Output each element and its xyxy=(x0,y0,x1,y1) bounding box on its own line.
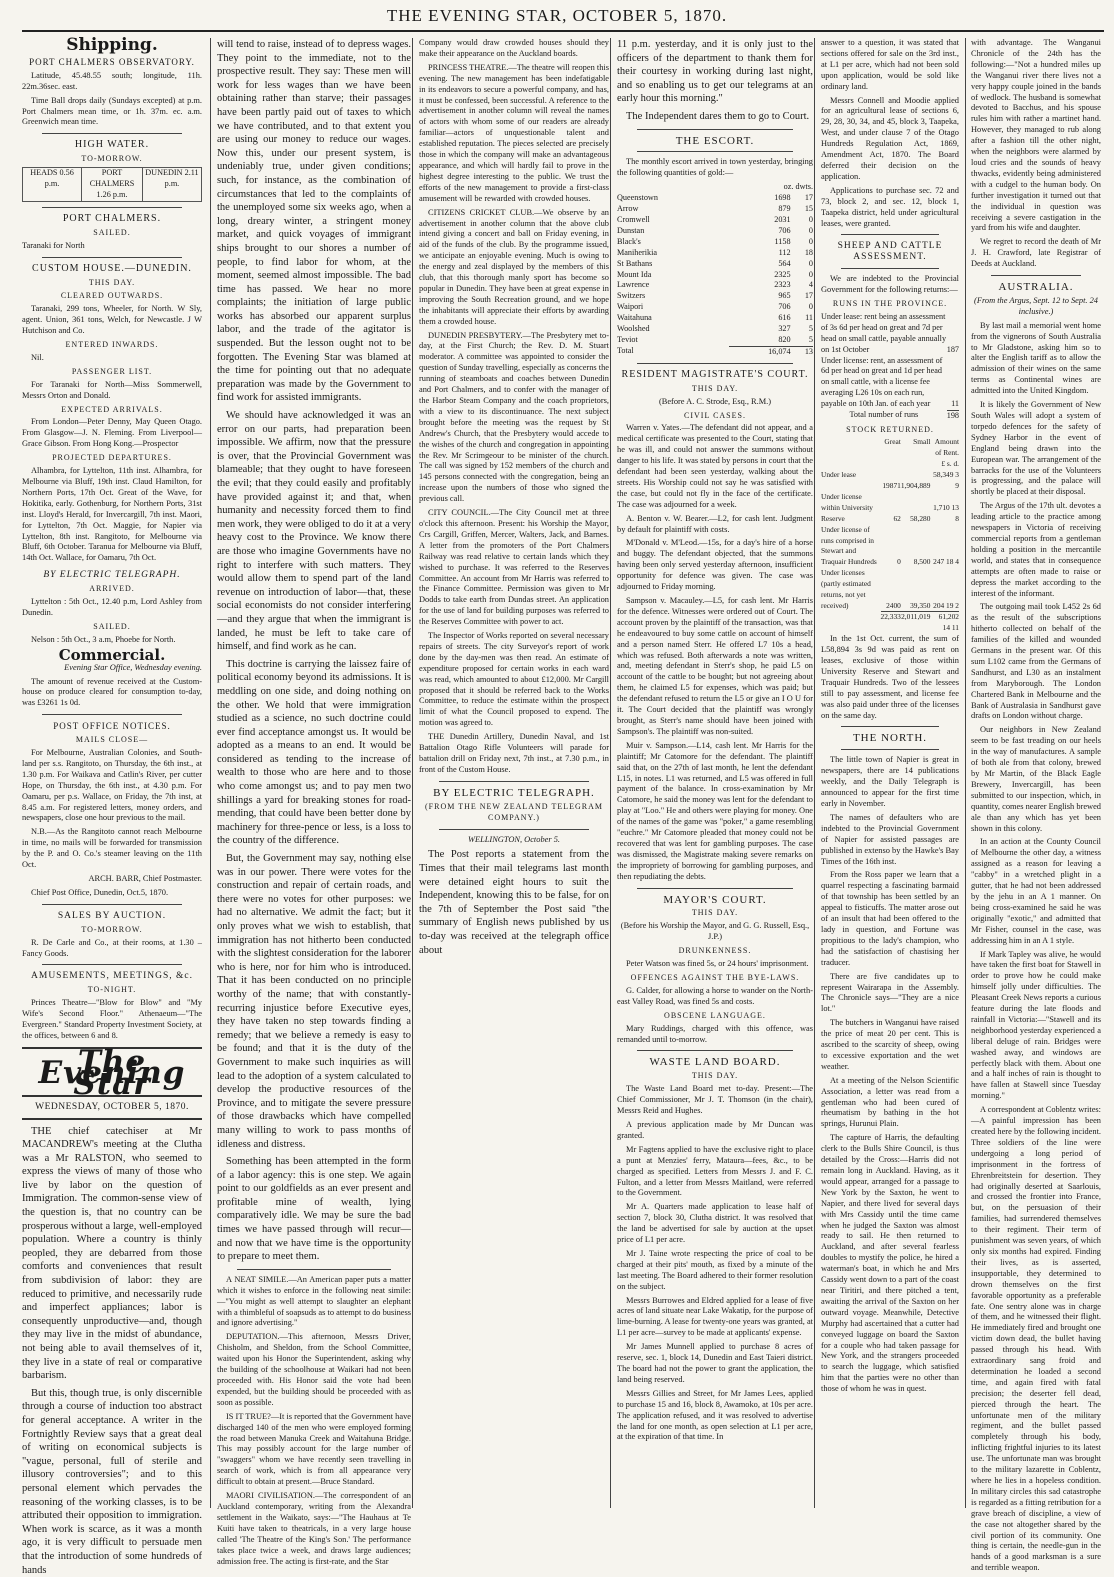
escort-row xyxy=(617,215,813,226)
post-signature: ARCH. BARR, Chief Postmaster. xyxy=(22,874,202,885)
divider xyxy=(841,749,939,750)
north-p5: The butchers in Wanganui have raised the price of meat 20 per cent. This is ascribed to the scarcity of sheep, owing to excessive exportation and the wet weather. xyxy=(821,1018,959,1073)
escort-oz: 706 xyxy=(729,302,791,313)
post-office-date: Chief Post Office, Dunedin, Oct.5, 1870. xyxy=(22,888,202,899)
observatory-heading: PORT CHALMERS OBSERVATORY. xyxy=(22,57,202,68)
telegraph-text: The Post reports a statement from the Times that their mail telegrams last month were detained eight hours to suit the Independent, knowing this to be false, for on the 7th of September the Post said "the summary of English news published by us to-day was received at the telegraph office about xyxy=(419,848,609,957)
issue-date: WEDNESDAY, OCTOBER 5, 1870. xyxy=(22,1102,202,1113)
divider xyxy=(637,888,793,889)
stock-total-cell: 22,333 xyxy=(881,612,901,634)
rm-case-1: Warren v. Yates.—The defendant did not appear, and a medical certificate was presented to the Court, stating that he was ill, and could not answer the summons without danger to his life. It was stated by persons in court that the defendant had been seen yesterday, walking about the streets. His Worship could not say he was satisfied with the case, but could not fly in the face of the certificate. The case was adjourned for a week. xyxy=(617,423,813,510)
divider xyxy=(439,781,589,782)
col5a-p1: answer to a question, it was stated that sections offered for sale on the 3rd inst., at L1 per acre, which had not been sold upon application, would be sold like ordinary land. xyxy=(821,38,959,93)
stock-row xyxy=(821,525,959,569)
escort-total-cell: 13 xyxy=(791,346,813,357)
runs-table xyxy=(821,312,959,422)
column-3 xyxy=(412,38,615,1508)
waste-p1: The Waste Land Board met to-day. Present:—The Chief Commissioner, Mr J. T. Thomson (in the chair), Messrs Reid and Hughes. xyxy=(617,1084,813,1117)
escort-dwts: 0 xyxy=(791,270,813,281)
aus-p6: In an action at the County Council of Melbourne the other day, a witness assigned as a reason for leaving a "cabby" in a wretched plight in a gutter, that he had not been addressed by the jehu in an A 1 manner. On being cross-examined he said he was originally "exotic," and admitted that Mr Fisher, counsel in the case, was addressing him in an A 1 style. xyxy=(971,837,1101,946)
runs-total-val: 198 xyxy=(947,410,959,421)
escort-oz: 327 xyxy=(729,324,791,335)
north-p6: At a meeting of the Nelson Scientific Association, a letter was read from a gentleman who had been cured of rheumatism by bathing in the hot springs, Hurunui Plain. xyxy=(821,1076,959,1131)
telegraph-source: (FROM THE NEW ZEALAND TELEGRAM COMPANY.) xyxy=(419,802,609,824)
shipping-heading: Shipping. xyxy=(22,40,202,51)
divider xyxy=(439,829,589,830)
waste-p8: Messrs Gillies and Street, for Mr James Lees, applied to purchase 15 and 16, block 8, Awamoko, at 10s per acre. The application refused, and it was resolved to advertise the land for one month, as open selection at L1 per acre, at the expiration of that time. In xyxy=(617,1389,813,1444)
stock-col-rent: Amount of Rent. xyxy=(930,437,959,459)
bylaws-label: OFFENCES AGAINST THE BYE-LAWS. xyxy=(617,973,813,984)
hw-heads: HEADS 0.56 p.m. xyxy=(23,168,82,202)
stock-heading: STOCK RETURNED. xyxy=(821,425,959,436)
aus-p2: It is likely the Government of New South Wales will adopt a system of torpedo defences for the safety of Sydney Harbor in the event of England being drawn into the European war. The arrangement of the barracks for the use of the Volunteers is progressing, and the palace will shortly be placed at their disposal. xyxy=(971,400,1101,498)
escort-total-row xyxy=(617,346,813,357)
divider xyxy=(991,275,1081,276)
maori-civilisation-item: MAORI CIVILISATION.—The correspondent of an Auckland contemporary, writing from the Alexandra settlement in the Waikato, says:—"The Hauhaus at Te Kuiti have taken to theatricals, in a very large house called 'The Theatre of the King's Son.' The performance takes place twice a week, and draws large audiences; admission free. The acting is first-rate, and the Star xyxy=(217,1491,411,1567)
waste-p6: Messrs Burrowes and Eldred applied for a lease of five acres of land situate near Lake Wakatip, for the purpose of lime-burning. A lease for twenty-one years was granted, at L1 per acre—survey to be made at applicants' expense. xyxy=(617,1296,813,1340)
aus-p4: The outgoing mail took L452 2s 6d as the result of the subscriptions hitherto collected on behalf of the families of the killed and wounded Germans in the present war. Of this sum L102 came from the Germans of Sandhurst, and L30 as an instalment from Maryborough. The London Chartered Bank in Melbourne and the Bank of Australasia in Sandhurst gave drafts on London without charge. xyxy=(971,602,1101,722)
rm-case-4: Sampson v. Macauley.—L5, for cash lent. Mr Harris for the defence. Witnesses were ordered out of Court. The account proven by the plaintiff of the transaction, was that he endeavoured to buy some cattle on account of himself and a person named Sterr. He offered L7 10s a head, which was refused. Both afterwards a note was written, and, meeting defendant in Sterr's shop, he paid L5 on account of the cattle to be bought; but not agreeing about them, he claimed L5 for expenses, which was paid; but the defendant refused to return the L5 or give an I O U for it. The Court decided that the plaintiff was wrongly brought, as Sterr's name should have been joined with Sampson's. The plaintiff was non-suited. xyxy=(617,596,813,738)
deputation-item: DEPUTATION.—This afternoon, Messrs Driver, Chisholm, and Sheldon, from the School Committee, waited upon his Honor the Superintendent, asking why the building of the schoolhouse at Waikari had not been proceeded with. His Honor said the vote had been expended, but the building should be proceeded with as soon as possible. xyxy=(217,1332,411,1408)
col4-paragraph-1: 11 p.m. yesterday, and it is only just to the officers of the department to thank them for their courtesy in working during last night, and so enabling us to get our telegrams at an early hour this morning." xyxy=(617,38,813,106)
column-4 xyxy=(610,38,819,1508)
escort-place: St Bathans xyxy=(617,259,729,270)
divider xyxy=(42,133,182,134)
stock-cell: 8,500 xyxy=(901,525,931,569)
entered-text: Nil. xyxy=(22,353,202,364)
escort-dwts: 4 xyxy=(791,280,813,291)
stock-total-cell xyxy=(821,612,881,634)
stock-cell: 39,350 xyxy=(901,568,931,612)
col5a-p3: Applications to purchase sec. 72 and 73, block 2, and sec. 12, block 1, Taapeka district, held under agricultural leases, were granted. xyxy=(821,186,959,230)
escort-place: Maniherikia xyxy=(617,248,729,259)
escort-dwts: 0 xyxy=(791,237,813,248)
divider xyxy=(841,268,939,269)
escort-dwts: 11 xyxy=(791,313,813,324)
expected-label: EXPECTED ARRIVALS. xyxy=(22,405,202,416)
drunkenness-label: DRUNKENNESS. xyxy=(617,946,813,957)
arrived-text: Lyttelton : 5th Oct., 12.40 p.m, Lord Ashley from Dunedin. xyxy=(22,597,202,619)
rm-case-5: Muir v. Sampson.—L14, cash lent. Mr Harris for the plaintiff; Mr Catomore for the defendant. The plaintiff said that, on the 27th of last month, he lent the defendant L15, in notes. L1 was returned, and L5 was offered in full payment of the balance. In cross-examination by Mr Catomore, he said the money was lent for the defendant to play at "Loo." He and others were playing for money. One of the names of the game was "poker," a game resembling "euchre." Mr Catomore pleaded that money could not be recovered that was lent for gambling purposes. The case was dismissed, the Magistrate making severe remarks on the impropriety of borrowing for gambling purposes, and then repudiating the debts. xyxy=(617,741,813,883)
column-5 xyxy=(814,38,1107,1508)
sailed2-label: SAILED. xyxy=(22,622,202,633)
stock-cell: 58,349 3 9 xyxy=(930,470,959,492)
column-1 xyxy=(22,38,208,1508)
escort-row xyxy=(617,302,813,313)
stock-cell: Under lease xyxy=(821,470,881,492)
waste-day: THIS DAY. xyxy=(617,1071,813,1082)
passenger-text: For Taranaki for North—Miss Sommerwell, Messrs Orton and Donald. xyxy=(22,380,202,402)
stock-cell: 1,710 13 8 xyxy=(930,492,959,525)
escort-oz: 616 xyxy=(729,313,791,324)
north-p4: There are five candidates up to represent Wairarapa in the Assembly. The Chronicle says—"They are a nice lot." xyxy=(821,972,959,1016)
rm-case-2: A. Benton v. W. Bearer.—L2, for cash lent. Judgment by default for plaintiff with costs. xyxy=(617,514,813,536)
waste-p3: Mr Fagtens applied to have the exclusive right to place a punt at Menzies' ferry, Mataura—fees, &c., to be charged as specified. Letters from Messrs J. and F. C. Fulton, and a letter from Messrs Maitland, were referred to the Government. xyxy=(617,1145,813,1200)
cleared-text: Taranaki, 299 tons, Wheeler, for North. W Sly, agent. Union, 361 tons, Welch, for Newcastle. J W Hutchison and Co. xyxy=(22,304,202,337)
divider xyxy=(841,726,939,727)
sheep-heading: SHEEP AND CATTLE ASSESSMENT. xyxy=(821,241,959,263)
column-2 xyxy=(210,38,417,1508)
stock-cell: 0 xyxy=(881,525,901,569)
runs-lease-text: Under lease: rent being an assessment of 3s 6d per head on great and 7d per head on small cattle, payable annually on 1st October xyxy=(821,312,947,356)
this-day-label: THIS DAY. xyxy=(22,278,202,289)
telegraph-dateline: WELLINGTON, October 5. xyxy=(419,835,609,846)
cleared-label: CLEARED OUTWARDS. xyxy=(22,291,202,302)
cricket-club-item: CITIZENS CRICKET CLUB.—We observe by an advertisement in another column that the above club intend giving a concert and ball on Friday evening, in aid of the funds of the club. By the programme issued, we anticipate an enjoyable evening. Much is owing to the energy and zeal displayed by the members of this club, that this thorough manly sport has become so popular in Dunedin. They have been at great expense in improving the South Recreation ground, and we hope the inhabitants will appreciate their efforts by awarding them a crowded house. xyxy=(419,208,609,328)
obscene-text: Mary Ruddings, charged with this offence, was remanded until to-morrow. xyxy=(617,1024,813,1046)
col2-paragraph-3: This doctrine is carrying the laissez faire of political economy beyond its admissions. It is meddling on one side, and doing nothing on the other. We hold that were immigration studied as a science, no such doctrine could ever find acceptance amongst us. It would be adopted as a means to an end. It would be considered as tending to the increase of wealth to those who are here and to those who come amongst us; and to pay men two shillings a yard for breaking stones for road-mending, that could have been better done by machinery for three-pence or less, is a loss to the country of the difference. xyxy=(217,658,411,848)
divider xyxy=(841,234,939,235)
waste-land-heading: WASTE LAND BOARD. xyxy=(617,1057,813,1068)
col2-paragraph-5: Something has been attempted in the form of a labor agency: this is one step. We again point to our goldfields as an ever present and profitable mine of wealth, lying comparatively idle. We may be sure the bad times we have passed through will recur—and now that we have time is the opportunity to prepare to meet them. xyxy=(217,1155,411,1264)
post-office-heading: POST OFFICE NOTICES. xyxy=(22,721,202,732)
escort-row xyxy=(617,313,813,324)
divider xyxy=(42,714,182,715)
escort-place: Cromwell xyxy=(617,215,729,226)
aus-p1: By last mail a memorial went home from the vignerons of South Australia to Mr Gladstone, asking him so to alter the English tariff as to allow the admission of their wines on the same terms as Continental wines are admitted into the United Kingdom. xyxy=(971,321,1101,397)
post-text: For Melbourne, Australian Colonies, and South-land per s.s. Rangitoto, on Thursday, the 6th inst., at 1.30 p.m. For Waikava and Catlin's River, per cutter Hope, on Thursday, the 6th inst., at 4.30 p.m. For Oamaru, per p.s. Wallace, on Friday, the 7th inst, at 8.45 a.m. For registered letters, money orders, and newspapers, close one hour previous to the mail. xyxy=(22,748,202,824)
stock-total-cell: 2,011,019 xyxy=(901,612,931,634)
escort-place: Black's xyxy=(617,237,729,248)
passenger-label: PASSENGER LIST. xyxy=(22,367,202,378)
waste-p5: Mr J. Taine wrote respecting the price of coal to be charged at their pits' mouth, as fixed by a minute of the last meeting. The Board adhered to their former resolution on the subject. xyxy=(617,1249,813,1293)
presbytery-item: DUNEDIN PRESBYTERY.—The Presbytery met to-day, at the First Church; the Rev. D. M. Stuart moderator. A committee was appointed to consider the question of Sunday travelling, especially as concerns the running of steamboats and coaches between Dunedin and Port Chalmers, and to confer with the manager of the Harbor Steam Company and the coach proprietors, with a view to its discontinuance. The next subject brought before the meeting was the request by St Andrew's Church, that the Presbytery would accede to the wishes of the church and congregation in appointing the Rev. Mr Scrimgeour to be minister of the church. The call was signed by 152 members of the church and 145 persons connected with the congregation, being an increase upon the numbers of those who signed the previous call. xyxy=(419,331,609,506)
escort-row xyxy=(617,280,813,291)
escort-dwts: 18 xyxy=(791,248,813,259)
divider xyxy=(42,257,182,258)
stock-cell: 58,280 xyxy=(901,492,931,525)
stock-units: £ s. d. xyxy=(930,459,959,470)
auction-heading: SALES BY AUCTION. xyxy=(22,911,202,922)
col3-paragraph-1: Company would draw crowded houses should they make their appearance on the Auckland boards. xyxy=(419,38,609,60)
to-night-label: TO-NIGHT. xyxy=(22,985,202,996)
north-p2: The names of defaulters who are indebted to the Provincial Government of Napier for assisted passages are published in extenso by the Hawke's Bay Times of the 16th inst. xyxy=(821,813,959,868)
runs-license-val: 11 xyxy=(947,356,959,411)
divider xyxy=(42,207,182,208)
obscene-label: OBSCENE LANGUAGE. xyxy=(617,1011,813,1022)
escort-oz: 112 xyxy=(729,248,791,259)
neat-simile-item: A NEAT SIMILE.—An American paper puts a matter which it wishes to enforce in the following neat simile:—"You might as well attempt to slaughter an elephant with a thimbleful of soapsuds as to attempt to do business and ignore advertising." xyxy=(217,1275,411,1330)
escort-place: Teviot xyxy=(617,335,729,346)
escort-row xyxy=(617,259,813,270)
runs-total-label: Total number of runs xyxy=(821,410,947,421)
rm-day: THIS DAY. xyxy=(617,384,813,395)
escort-oz: 1698 xyxy=(729,193,791,204)
north-heading: THE NORTH. xyxy=(821,733,959,744)
stock-total-cell: 61,202 14 11 xyxy=(930,612,959,634)
escort-dwts: 0 xyxy=(791,215,813,226)
stock-cell: 247 18 4 xyxy=(930,525,959,569)
stock-cell: 62 xyxy=(881,492,901,525)
escort-dwts: 0 xyxy=(791,259,813,270)
hw-port: PORT CHALMERS 1.26 p.m. xyxy=(82,168,143,202)
escort-row xyxy=(617,324,813,335)
princess-theatre-item: PRINCESS THEATRE.—The theatre will reopen this evening. The new management has been indefatigable in its endeavors to secure a powerful company, and has, it must be confessed, been successful. A reference to the advertisement in another column will reveal the names of actors with whom some of our readers are already familiar—actors of unquestionable talent and established reputation. The pieces selected are precisely those in which the company will make an advantageous appearance, and which will hardly fail to prove in the highest degree interesting to the public. We trust the efforts of the new management to provide a first-class amusement will be rewarded with crowded houses. xyxy=(419,63,609,205)
runs-lease-val: 187 xyxy=(947,312,959,356)
lead-paragraph-2: But this, though true, is only discernible through a course of induction too abstract for general acceptance. A writer in the Fortnightly Review says that a great deal of writing on economical subjects is "vague, personal, full of sterile and illusory controversies"; and to this personal element which pervades the reasoning of the working classes, is to be attributed their opposition to immigration. When work is scarce, as it was a month ago, it is very difficult to persuade men that the introduction of some hundreds of hands xyxy=(22,1387,202,1577)
stock-row xyxy=(821,568,959,612)
telegraph-heading-2: BY ELECTRIC TELEGRAPH. xyxy=(419,788,609,799)
arrived-label: ARRIVED. xyxy=(22,584,202,595)
stock-cell: Under license within University Reserve xyxy=(821,492,881,525)
escort-oz: 706 xyxy=(729,226,791,237)
divider xyxy=(637,129,793,130)
escort-oz: 965 xyxy=(729,291,791,302)
pc-sailed-text: Taranaki for North xyxy=(22,241,202,252)
is-it-true-item: IS IT TRUE?—It is reported that the Government have discharged 140 of the men who were employed forming the road between Manuka Creek and Waitahuna Bridge. This may possibly account for the large number of "swaggers" whom we have recently seen travelling in search of work, which is from all appearance very difficult to obtain at present.—Bruce Standard. xyxy=(217,1412,411,1488)
city-council-item-2: The Inspector of Works reported on several necessary repairs of streets. The city Surveyor's report of work done by the day-men was then read. An estimate of expenditure proposed for certain works in each ward was read, which amounted to about £12,000. Mr Cargill proposed that it should be referred back to the Works Committee, to reduce the estimate within the prospect limit of what the Council proposed to expend. The motion was agreed to. xyxy=(419,631,609,729)
leading-article xyxy=(22,1125,202,1577)
commercial-heading: Commercial. xyxy=(22,650,202,661)
tomorrow-label: TO-MORROW. xyxy=(22,154,202,165)
divider xyxy=(637,1050,793,1051)
mayor-day: THIS DAY. xyxy=(617,908,813,919)
north-p3: From the Ross paper we learn that a quarrel respecting a fascinating barmaid of that township has been settled by an appeal to fisticuffs. The matter arose out of an insult that had been offered to the lady in question, and Fortune was propitious to the lady's champion, who had the satisfaction of chastising her traducer. xyxy=(821,870,959,968)
stock-cell: Under license of runs comprised in Stewart and Traquair Hundreds xyxy=(821,525,881,569)
waste-p2: A previous application made by Mr Duncan was granted. xyxy=(617,1120,813,1142)
escort-dwts: 17 xyxy=(791,193,813,204)
timeball-text: Time Ball drops daily (Sundays excepted) at p.m. Port Chalmers mean time, or 1h. 37m. ec. a.m. Greenwich mean time. xyxy=(22,96,202,129)
telegraph-continued xyxy=(617,38,813,124)
mayor-before: (Before his Worship the Mayor, and G. G. Russell, Esq., J.P.) xyxy=(617,921,813,943)
sailed2-text: Nelson : 5th Oct., 3 a.m, Phoebe for North. xyxy=(22,635,202,646)
evening-star-logo: The Evening Star xyxy=(22,1057,202,1090)
escort-place: Mount Ida xyxy=(617,270,729,281)
divider xyxy=(22,1118,202,1120)
rm-before: (Before A. C. Strode, Esq., R.M.) xyxy=(617,397,813,408)
escort-dwts: 15 xyxy=(791,204,813,215)
escort-dwts: 0 xyxy=(791,302,813,313)
port-chalmers-heading: PORT CHALMERS. xyxy=(22,214,202,225)
runs-heading: RUNS IN THE PROVINCE. xyxy=(821,299,959,310)
stock-col-small: Small xyxy=(901,437,931,459)
escort-place: Arrow xyxy=(617,204,729,215)
stock-row xyxy=(821,470,959,492)
column-5b xyxy=(965,38,1101,1508)
col4-paragraph-2: The Independent dares them to go to Court. xyxy=(617,110,813,124)
mayor-court-heading: MAYOR'S COURT. xyxy=(617,895,813,906)
escort-row xyxy=(617,291,813,302)
lead-paragraph-1: THE chief catechiser at Mr MACANDREW's meeting at the Clutha was a Mr RALSTON, who seemed to express the views of many of those who live by labor on the question of Immigration. The common-sense view of the question is, that no country can be prosperous without a large, well-employed population. Where a country is thinly peopled, they are debarred from those comforts and conveniences that result from subdivision of labor: they are reduced to primitive, and necessarily rude and imperfect appliances; labor is consequently unproductive—and, though they may live in the midst of abundance, not being able to avail themselves of it, they live in a state of real or comparative barbarism. xyxy=(22,1125,202,1383)
civil-cases-label: CIVIL CASES. xyxy=(617,411,813,422)
escort-place: Queenstown xyxy=(617,193,729,204)
col2-paragraph-2: We should have acknowledged it was an error on our parts, had preparation been impossible. We affirm, now that the pressure is over, that the Provincial Government was blameable; that they ought to have foreseen the evil; that they could easily and profitably have provided against it; and that, when humanity and necessity forced them to find men work, they were obliged to do it at a very heavy cost to the Province. We know there are those who imagine Governments have no right to interfere with such matters. They would allow them to spend part of the land revenue on introduction of labor—that, these social economists do not consider interfering—and they argue that when the immigrant is landed, he must be left to take care of himself, and find work as he can. xyxy=(217,409,411,654)
escort-oz: 564 xyxy=(729,259,791,270)
page-masthead: THE EVENING STAR, OCTOBER 5, 1870. xyxy=(0,6,1114,26)
col2-paragraph-4: But, the Government may say, nothing else was in our power. There were votes for the construction and repair of certain roads, and there were no votes for other purposes: we had no alternative. We admit the fact; but it only proves what we wish to establish, that immigration has not hitherto been conducted with the slightest consideration for the laborer who is here, nor for him who is introduced. That it has been conducted on no principle worthy of the name; that with constantly-recurring injustice before Executive eyes, they have taken no step towards finding a remedy; that we believe a remedy is easy to be found; and that it is the duty of the Government to make such inquiries as will lead to the adoption of a system calculated to develop the productive resources of the Province, and to mitigate the severe pressure of those drawbacks which have compelled many willing to work to pass months of idleness and distress. xyxy=(217,852,411,1151)
commercial-office: Evening Star Office, Wednesday evening. xyxy=(22,663,202,674)
waste-p4: Mr A. Quarters made application to lease half of section 7, block 30, Clutha district. It was resolved that the land be advertised for sale by auction at the upset price of L1 per acre. xyxy=(617,1202,813,1246)
aus-p3: The Argus of the 17th ult. devotes a leading article to the practice among newspapers in Victoria of receiving commercial reports from a gentleman holding a position in the mercantile world, and states that in consequence attempts are often made to raise or depress the market according to the interest of the informant. xyxy=(971,501,1101,599)
col5b-p1: with advantage. The Wanganui Chronicle of the 24th has the following:—"Not a hundred miles up the Wanganui river there lives not a very happy couple joined in the bands of wedlock. The husband is somewhat devoted to Bacchus, and his spouse rules him with rather a martinet hand. However, they managed to rub along after a fashion till the other night, when the neighbors were alarmed by loud cries and the sounds of heavy thwacks, evidently being administered with a cudgel to the human body. On further investigation it turned out that the individual in question was receiving a severe castigation in the yard from his wife and daughter. xyxy=(971,38,1101,234)
auction-tomorrow: TO-MORROW. xyxy=(22,925,202,936)
stock-note: In the 1st Oct. current, the sum of L58,894 3s 9d was paid as rent on leases, exclusive of those within University Reserve and Stewart and Traquair Hundreds. Two of the lessees still to pay assessment, and license fee was also paid under three of the licenses on the same day. xyxy=(821,634,959,721)
drunkenness-text: Peter Watson was fined 5s, or 24 hours' imprisonment. xyxy=(617,959,813,970)
escort-place: Switzers xyxy=(617,291,729,302)
escort-total-cell: Total xyxy=(617,346,729,357)
telegraph-heading: BY ELECTRIC TELEGRAPH. xyxy=(22,570,202,581)
escort-row xyxy=(617,204,813,215)
leading-article-continued xyxy=(217,38,411,1264)
stock-table xyxy=(821,437,959,634)
expected-text: From London—Peter Denny, May Queen Otago. From Glasgow—J. N. Fleming. From Liverpool—Grace Gibson. From Hong Kong.—Prospector xyxy=(22,417,202,450)
escort-row xyxy=(617,270,813,281)
aus-p5: Our neighbors in New Zealand seem to be fast treading on our heels in the way of manufactures. A sample of both ale from that colony, brewed by Mr Martin, of the Black Eagle Brewery, Invercargill, has been submitted to our inspection, which, in quantity, comes nearer English brewed ale than any which has yet been shown in this colony. xyxy=(971,725,1101,834)
divider xyxy=(42,904,182,905)
high-water-table xyxy=(22,167,202,202)
north-p7: The capture of Harris, the defaulting clerk to the Bulls Shire Council, is thus detailed by the Cross:—Harris did not remain long in Auckland. Having, as it would appear, arranged for a passage to New York by the Saxton, he went to Napier, and there lived for several days with Mrs Cassidy until the time came when he judged the Saxton was almost ready to sail. He then returned to Auckland, and after several fearless doubles to mystify the police, he hired a waterman's boat, in which he and Mrs Cassidy went down to a part of the coast near Tiritiri, and there pitched a tent, awaiting the arrival of the Saxton on her outward voyage. Meanwhile, Detective Murphy had ascertained that a cutter had conveyed luggage on board the Saxton for a couple who had taken passage for New York, and the strangers proceeded to search the luggage, which satisfied him that the parties were no other than those of whom he was in quest. xyxy=(821,1133,959,1395)
post-nb: N.B.—As the Rangitoto cannot reach Melbourne in time, no mails will be forwarded for transmission by the P. and O. Co.'s steamer leaving on the 11th Oct. xyxy=(22,827,202,871)
stock-cell: 19871 xyxy=(881,470,901,492)
escort-oz: 879 xyxy=(729,204,791,215)
commercial-text: The amount of revenue received at the Custom-house on produce cleared for consumption to-day, was £3261 1s 0d. xyxy=(22,677,202,710)
escort-place: Waitahuna xyxy=(617,313,729,324)
entered-label: ENTERED INWARDS. xyxy=(22,340,202,351)
col5a-p2: Messrs Connell and Moodie applied for an agricultural lease of sections 6, 29, 28, 30, 34, and 45, block 3, Taapeka, West, and under clause 7 of the Otago Hundreds Regulation Act, 1869, Amendment Act, 1870. The Board deferred their decision on the application. xyxy=(821,96,959,183)
escort-dwts: 0 xyxy=(791,226,813,237)
stock-cell: 2400 xyxy=(881,568,901,612)
escort-place: Dunstan xyxy=(617,226,729,237)
north-p1: The little town of Napier is great in newspapers, there are 14 publications weekly, and the Daily Telegraph is announced to appear for the first time early in November. xyxy=(821,755,959,810)
divider xyxy=(42,964,182,965)
aus-p8: A correspondent at Coblentz writes:—A painful impression has been created here by the following incident. Three soldiers of the line were undergoing a long period of imprisonment in the fortress of Ehrenbreitstein for desertion. They had originally deserted at Saarlouis, and crossed the frontier into France, but, on the persuasion of their families, had surrendered themselves to their regiment. Their term of punishment was seven years, of which only six months had expired. Finding their lives, as is asserted, insupportable, they determined to drown themselves on the first favorable opportunity as a preferable fate. One sentry alone was in charge of them, and he witnessed their flight. He immediately fired and brought one victim down dead, the bullet having passed through his head. With extraordinary sang froid and determination he loaded a second time, and again fired with fatal precision; the deserter fell dead, pierced through the heart. The unfortunate men of the military regiment, and the bullet passed completely through his body, inflicting frightful injuries to its latest use. The unfortunate man was brought to the military lazarette in Coblentz, where he lies in a hopeless condition. In military circles this sad catastrophe is regarded as a fitting retribution for a grave breach of discipline, a view of the case not altogether shared by the civil portion of its community. One thing is certain, the needle-gun in the hands of a good marksman is a sure and terrible weapon. xyxy=(971,1105,1101,1574)
divider xyxy=(237,1269,391,1270)
escort-units: oz. dwts. xyxy=(729,182,813,193)
escort-row xyxy=(617,248,813,259)
artillery-item: THE Dunedin Artillery, Dunedin Naval, and 1st Battalion Otago Rifle Volunteers will parade for battalion drill on Friday next, 7th inst., at 7.30 p.m., in front of the Custom House. xyxy=(419,732,609,776)
escort-place: Lawrence xyxy=(617,280,729,291)
escort-dwts: 5 xyxy=(791,324,813,335)
escort-place: Woolshed xyxy=(617,324,729,335)
projected-text: Alhambra, for Lyttelton, 11th inst. Alhambra, for Melbourne via Bluff, 19th inst. Claud Hamilton, for Northern Ports, 17th Oct. Great of the Wave, for Hokitika, early. Gothenburg, for Northern Ports, 31st inst. Lloyd's Herald, for Invercargill, 7th inst. Maori, for Lyttelton, 7th Oct. Maggie, for Napier via Lyttelton, 8th inst. Rangitoto, for Melbourne via Bluff, 6th October. Taranua for Melbourne via Bluff, 14th Oct. Wallace, for Oamaru, 7th Oct. xyxy=(22,466,202,564)
escort-row xyxy=(617,226,813,237)
escort-dwts: 17 xyxy=(791,291,813,302)
mails-close-label: MAILS CLOSE— xyxy=(22,735,202,746)
city-council-item: CITY COUNCIL.—The City Council met at three o'clock this afternoon. Present: his Worship the Mayor, Crs Cargill, Griffen, Mercer, Walters, Jack, and Barnes. A letter from the promoters of the Port Chalmers Railway was read relative to certain lands which they wished to purchase. It was referred to the Reserves Committee. An account from Mr Harris was referred to the Finance Committee. Permission was given to Mr Dodds to take earth from Dundas street. An application for the use of land for building purposes was referred to the Reserves Committee with power to act. xyxy=(419,508,609,628)
escort-intro: The monthly escort arrived in town yesterday, bringing the following quantities of gold:— xyxy=(617,157,813,179)
col2-paragraph-1: will tend to raise, instead of to depress wages. They point to the immediate, not to the prospective result. They say: These men will work for less wages than we have been obtaining rather than starve; their passages have been partly paid out of taxes to which we have contributed, and to that extent you are using our money to reduce our wages. Now this, under our present system, is undeniably true, under given conditions; such, for instance, as the combination of circumstances that led to the complaints of the unemployed some six weeks ago, when a long, dreary winter, a stringent money market, and quick voyages of immigrant ships brought to our shores a number of people, to find labor for whom, at the moment, seemed almost impossible. The bad time has passed. We hear no more complaints; the initiation of large public works has absorbed our apparent surplus labor, and the trade of the agitator is suspended. But the lesson ought not to be forgotten. The Evening Star was blamed at the time for pointing out that no adequate preparation was made by the Government to find work for assisted immigrants. xyxy=(217,38,411,405)
stock-total-row xyxy=(821,612,959,634)
col5b-p2: We regret to record the death of Mr J. H. Crawford, late Registrar of Deeds at Auckland. xyxy=(971,237,1101,270)
amusements-heading: AMUSEMENTS, MEETINGS, &c. xyxy=(22,971,202,982)
escort-oz: 1158 xyxy=(729,237,791,248)
hw-dunedin: DUNEDIN 2.11 p.m. xyxy=(142,168,201,202)
escort-place: Waipori xyxy=(617,302,729,313)
stock-cell: 1,904,889 xyxy=(901,470,931,492)
escort-row xyxy=(617,193,813,204)
custom-house-heading: CUSTOM HOUSE.—DUNEDIN. xyxy=(22,264,202,275)
escort-dwts: 5 xyxy=(791,335,813,346)
sheep-intro: We are indebted to the Provincial Government for the following returns:— xyxy=(821,274,959,296)
escort-oz: 2031 xyxy=(729,215,791,226)
masthead-rule xyxy=(22,30,1104,32)
escort-heading: THE ESCORT. xyxy=(617,136,813,147)
runs-license-text: Under license: rent, an assessment of 6d per head on great and 1d per head on small cattle, with a license fee averaging L26 10s on each run, payable on 10th Jan. of each year xyxy=(821,356,947,411)
stock-cell: Under licenses (partly estimated returns, not yet received) xyxy=(821,568,881,612)
sailed-label: SAILED. xyxy=(22,228,202,239)
observatory-text: Latitude, 45.48.55 south; longitude, 11h. 22m.36sec. east. xyxy=(22,71,202,93)
amusements-text: Princes Theatre—"Blow for Blow" and "My Wife's Second Floor." Athenaeum—"The Evergreen." Standard Property Investment Society, at the offices, between 6 and 8. xyxy=(22,998,202,1042)
waste-p7: Mr James Munnell applied to purchase 8 acres of reserve, sec. 1, block 14, Dunedin and East Taieri district. The board had not the power to grant the application, the land being reserved. xyxy=(617,1342,813,1386)
bylaws-text: G. Calder, for allowing a horse to wander on the North-east Valley Road, was fined 5s and costs. xyxy=(617,986,813,1008)
escort-oz: 2323 xyxy=(729,280,791,291)
rm-court-heading: RESIDENT MAGISTRATE'S COURT. xyxy=(617,370,813,381)
divider xyxy=(637,151,793,152)
escort-oz: 2325 xyxy=(729,270,791,281)
escort-row xyxy=(617,237,813,248)
projected-label: PROJECTED DEPARTURES. xyxy=(22,453,202,464)
stock-col-great: Great xyxy=(881,437,901,459)
high-water-heading: HIGH WATER. xyxy=(22,140,202,151)
column-5a xyxy=(821,38,959,1508)
telegraph-body xyxy=(419,848,609,957)
aus-p7: If Mark Tapley was alive, he would have taken the first boat for Stawell in order to prove how he could make himself jolly under difficulties. The Pleasant Creek News reports a curious feature during the late floods and rainfall in Victoria:—"Stawell and its neighborhood yesterday experienced a liberal deluge of rain. Bridges were washed away, and windows are perfectly black with them. About one and a half inches of rain is thought to have fallen at Stawell since Tuesday morning." xyxy=(971,950,1101,1103)
escort-row xyxy=(617,335,813,346)
stock-row xyxy=(821,492,959,525)
rm-case-3: M'Donald v. M'Leod.—15s, for a day's hire of a horse and buggy. The defendant objected, that the summons having been only served yesterday afternoon, insufficient opportunity for defence was given. The case was adjourned to Friday morning. xyxy=(617,538,813,593)
australia-source: (From the Argus, Sept. 12 to Sept. 24 inclusive.) xyxy=(971,296,1101,318)
australia-heading: AUSTRALIA. xyxy=(971,282,1101,293)
escort-total-cell: 16,074 xyxy=(729,346,791,357)
escort-oz: 820 xyxy=(729,335,791,346)
stock-cell: 204 19 2 xyxy=(930,568,959,612)
escort-table xyxy=(617,182,813,358)
divider xyxy=(637,363,793,364)
auction-text: R. De Carle and Co., at their rooms, at 1.30 – Fancy Goods. xyxy=(22,938,202,960)
